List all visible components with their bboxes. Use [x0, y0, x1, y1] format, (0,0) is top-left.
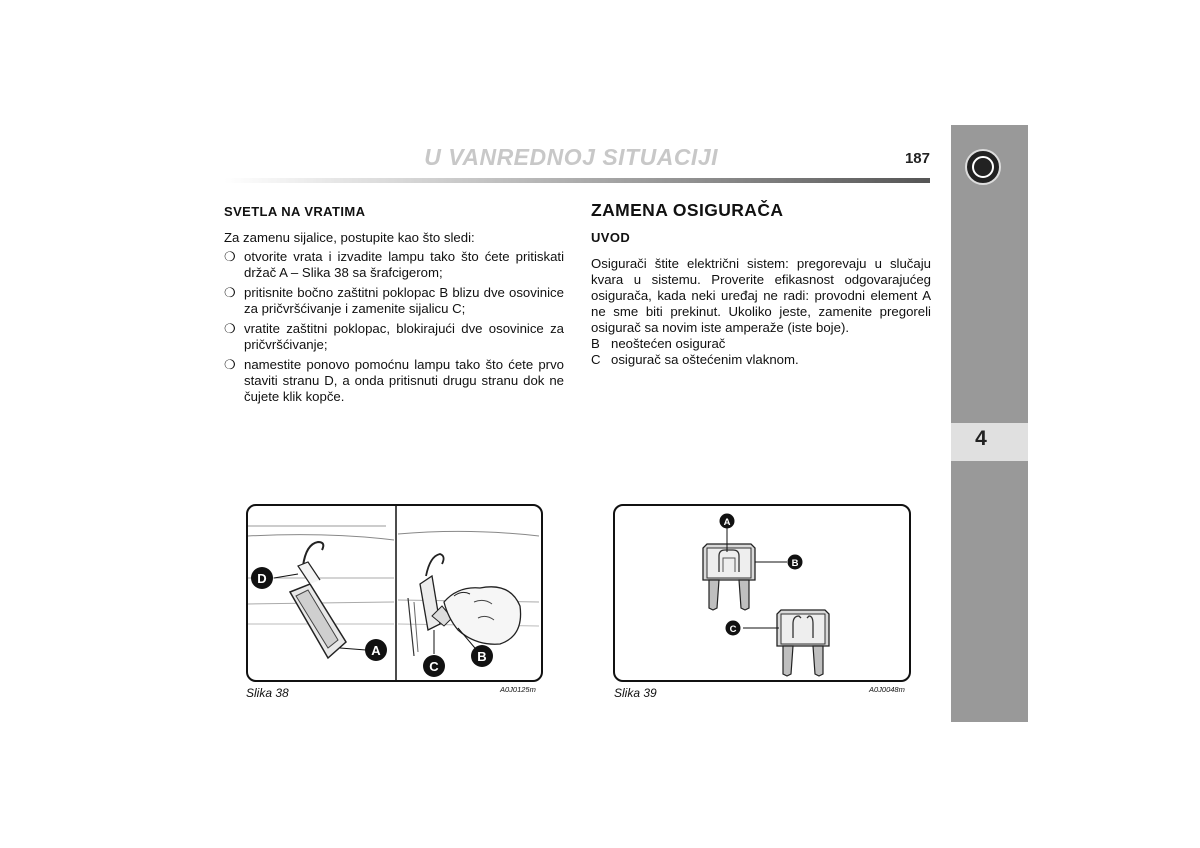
chapter-number: 4 [975, 427, 987, 450]
legend-text: neoštećen osigurač [611, 336, 726, 351]
figure-39-code: A0J0048m [869, 685, 905, 694]
figure-label: C [729, 624, 737, 635]
figure-label: A [723, 517, 731, 528]
list-item: ❍ namestite ponovo pomoćnu lampu tako što ćete prvo staviti stranu D, a onda pritisnuti drugu stranu dok ne čujete klik kopče. [224, 357, 564, 404]
legend-item [591, 352, 931, 368]
fuse-illustration [615, 506, 909, 680]
intro-subheading: UVOD [591, 230, 631, 245]
door-lamp-illustration [248, 506, 541, 680]
door-lights-section [224, 202, 564, 409]
legend-text: osigurač sa oštećenim vlaknom. [611, 352, 799, 367]
list-item: ❍ pritisnite bočno zaštitni poklopac B blizu dve osovinice za pričvršćivanje i zamenite sijalicu C; [224, 285, 564, 316]
bullet-icon: ❍ [224, 285, 236, 300]
list-item: ❍ otvorite vrata i izvadite lampu tako što ćete pritiskati držač A – Slika 38 sa šrafcigerom; [224, 249, 564, 280]
fuse-paragraph: Osigurači štite električni sistem: pregorevaju u slučaju kvara u sistemu. Proverite efikasnost odgovarajućeg osigurača, kada neki uređaj ne radi: provodni element A ne sme biti prekinut. Ukoliko jeste, zamenite pregoreli osigurač sa novim iste amperaže (iste boje). [591, 256, 931, 335]
door-lights-steps [224, 249, 564, 405]
figure-38-caption: Slika 38 [246, 686, 289, 700]
legend-item [591, 336, 931, 352]
bullet-icon: ❍ [224, 249, 236, 264]
page-header [224, 142, 930, 184]
figure-39-caption: Slika 39 [614, 686, 657, 700]
chapter-side-tab [951, 125, 1028, 722]
bullet-icon: ❍ [224, 357, 236, 372]
figure-label: D [257, 571, 267, 586]
figure-38-door-lamp [246, 504, 543, 682]
figure-38-code: A0J0125m [500, 685, 536, 694]
figure-label: A [371, 643, 381, 658]
door-lights-intro: Za zamenu sijalice, postupite kao što sledi: [224, 230, 475, 245]
figure-39-fuses [613, 504, 911, 682]
door-lights-heading: SVETLA NA VRATIMA [224, 204, 366, 219]
chapter-marker [951, 423, 1028, 461]
page-number: 187 [904, 150, 930, 167]
brand-logo-icon [965, 149, 1001, 185]
legend-key: C [591, 352, 601, 367]
figure-label: B [791, 558, 799, 569]
figure-label: B [477, 649, 487, 664]
list-item: ❍ vratite zaštitni poklopac, blokirajući dve osovinice za pričvršćivanje; [224, 321, 564, 352]
fuse-heading: ZAMENA OSIGURAČA [591, 200, 784, 220]
figure-label: C [429, 659, 439, 674]
fuse-replacement-section [591, 202, 931, 368]
bullet-icon: ❍ [224, 321, 236, 336]
header-rule [224, 178, 930, 183]
section-title: U VANREDNOJ SITUACIJI [424, 144, 718, 170]
legend-key: B [591, 336, 600, 351]
